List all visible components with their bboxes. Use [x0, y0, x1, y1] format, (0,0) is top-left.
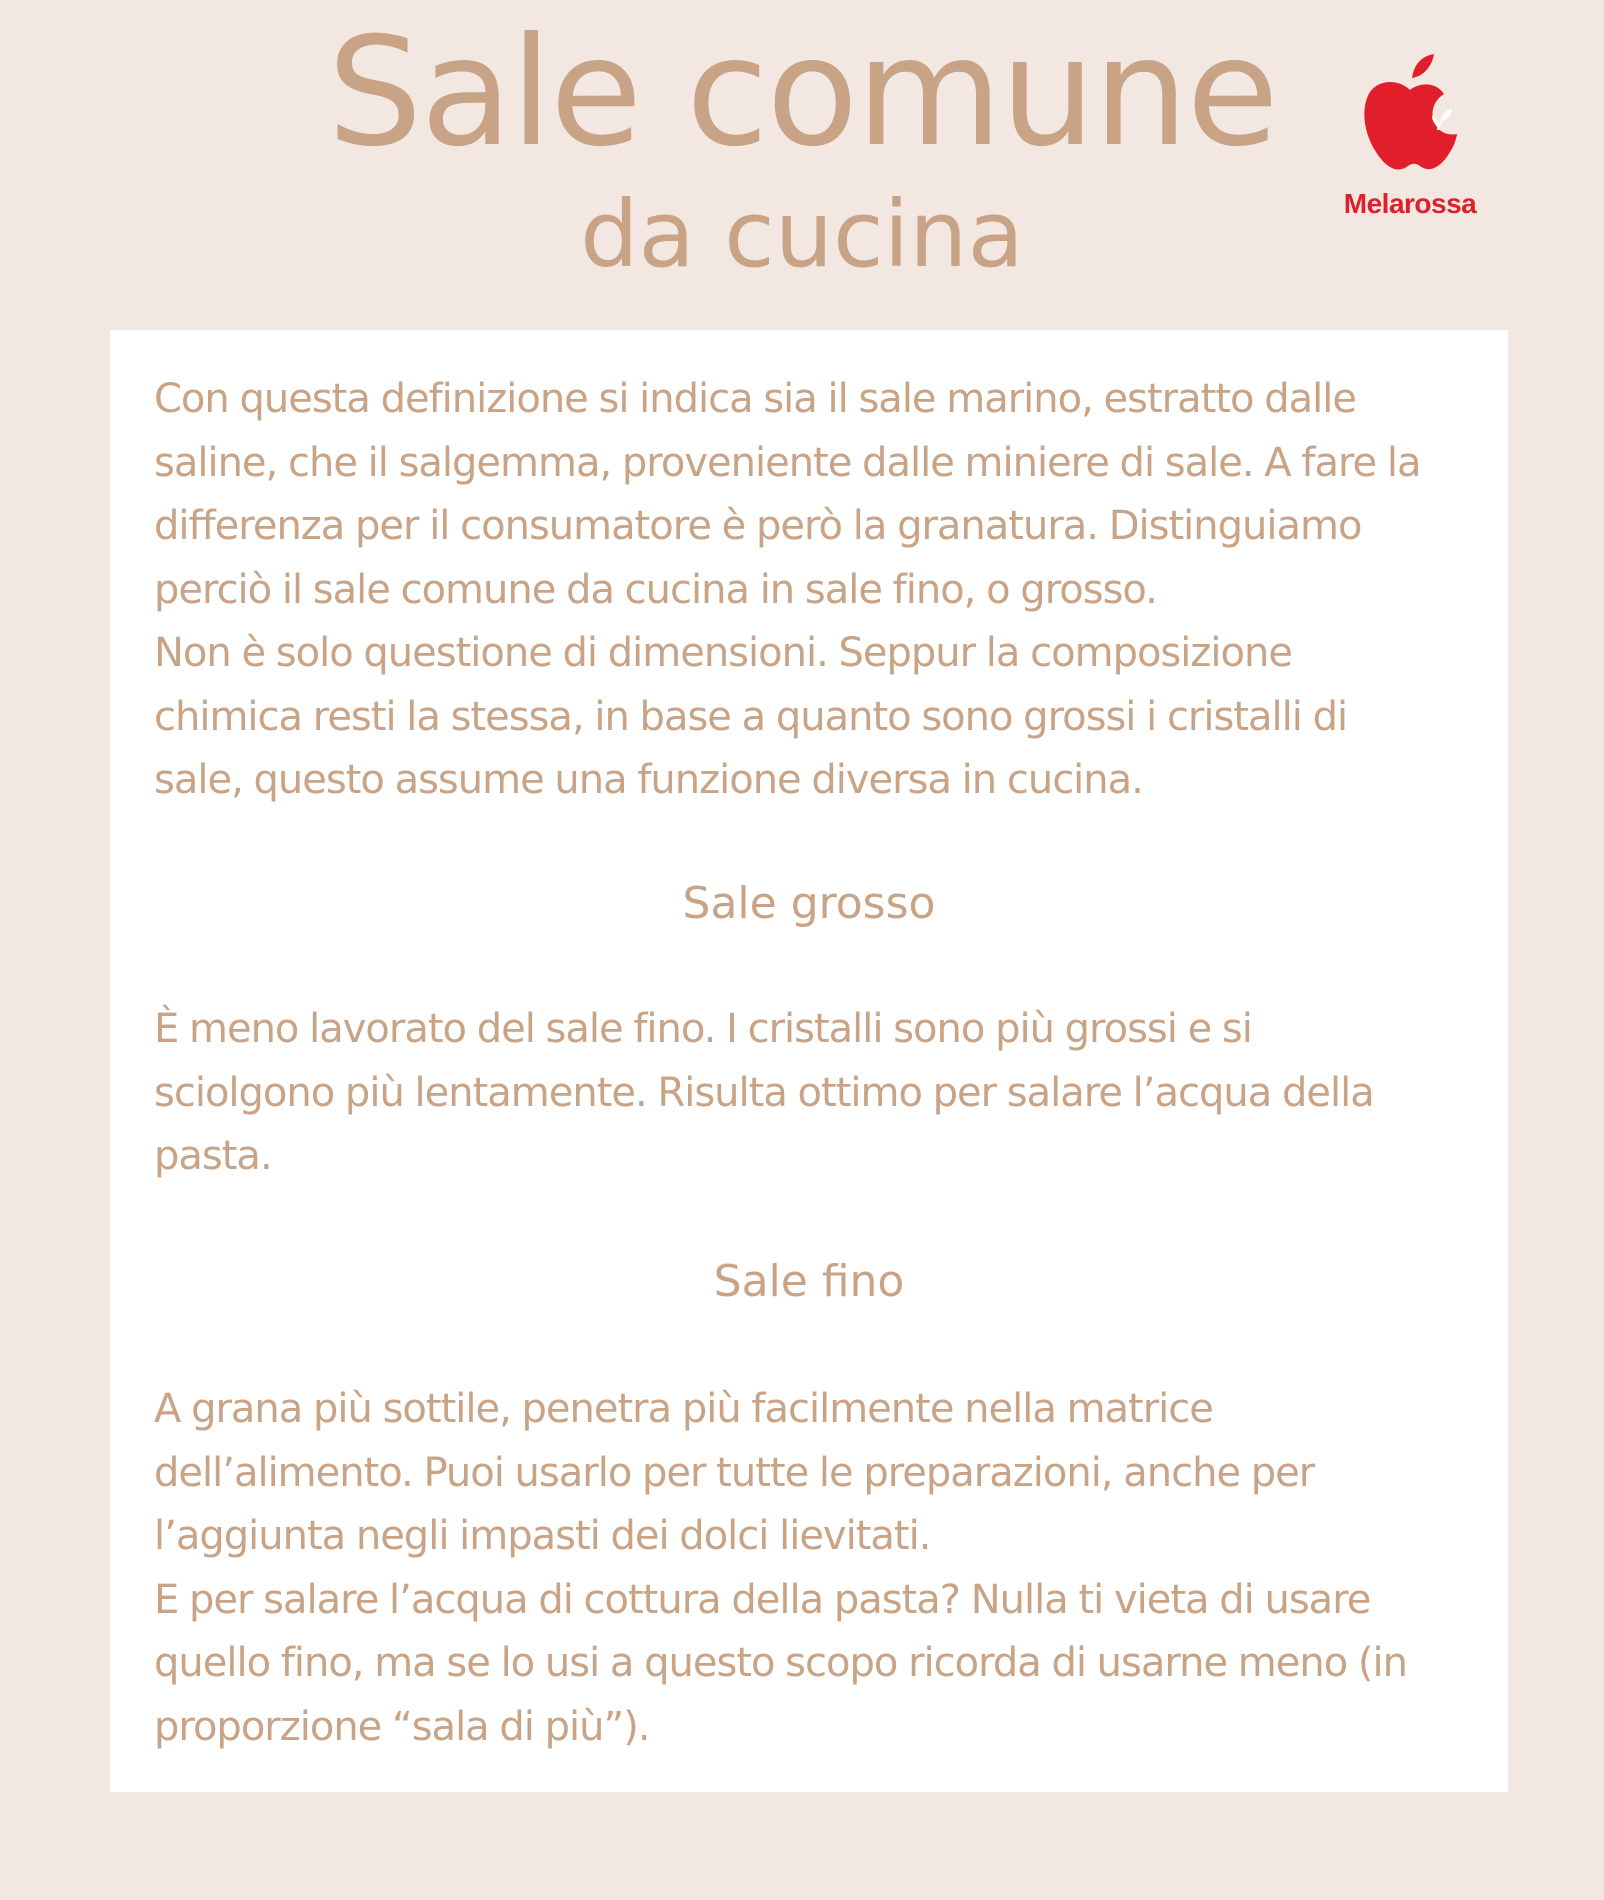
paragraph-line: E per salare l’acqua di cottura della pasta? Nulla ti vieta di usare [154, 1576, 1371, 1623]
intro-line: chimica resti la stessa, in base a quanto sono grossi i cristalli di [154, 693, 1348, 740]
paragraph-line: quello fino, ma se lo usi a questo scopo ricorda di usarne meno (in [154, 1640, 1407, 1686]
paragraph-line: sciolgono più lentamente. Risulta ottimo per salare l’acqua della [154, 1069, 1374, 1116]
sale-grosso-paragraph [154, 998, 1484, 1189]
intro-line: sale, questo assume una funzione diversa in cucina. [154, 757, 1143, 803]
page-title: Sale comune [327, 6, 1277, 180]
intro-line: saline, che il salgemma, proveniente dalle miniere di sale. A fare la [154, 439, 1421, 486]
brand-name: Melarossa [1343, 188, 1477, 219]
paragraph-line: proporzione “sala di più”). [154, 1703, 650, 1750]
paragraph-line: dell’alimento. Puoi usarlo per tutte le preparazioni, anche per [154, 1449, 1315, 1496]
paragraph-line: È meno lavorato del sale fino. I cristalli sono più grossi e si [154, 1006, 1252, 1052]
apple-icon [1362, 52, 1458, 180]
intro-line: Con questa definizione si indica sia il sale marino, estratto dalle [154, 376, 1356, 422]
paragraph-line: pasta. [154, 1133, 272, 1179]
intro-line: differenza per il consumatore è però la granatura. Distinguiamo [154, 503, 1362, 549]
content-card [110, 330, 1508, 1792]
paragraph-line: l’aggiunta negli impasti dei dolci lievitati. [154, 1513, 931, 1559]
brand-logo[interactable] [1330, 52, 1490, 222]
page-subtitle: da cucina [580, 181, 1024, 288]
intro-line: perciò il sale comune da cucina in sale fino, o grosso. [154, 566, 1157, 613]
intro-paragraph [154, 368, 1484, 813]
intro-line: Non è solo questione di dimensioni. Seppur la composizione [154, 630, 1292, 676]
section-heading-sale-fino: Sale fino [713, 1256, 905, 1307]
paragraph-line: A grana più sottile, penetra più facilmente nella matrice [154, 1386, 1213, 1432]
section-heading-sale-grosso: Sale grosso [682, 878, 936, 929]
sale-fino-paragraph [154, 1378, 1484, 1759]
